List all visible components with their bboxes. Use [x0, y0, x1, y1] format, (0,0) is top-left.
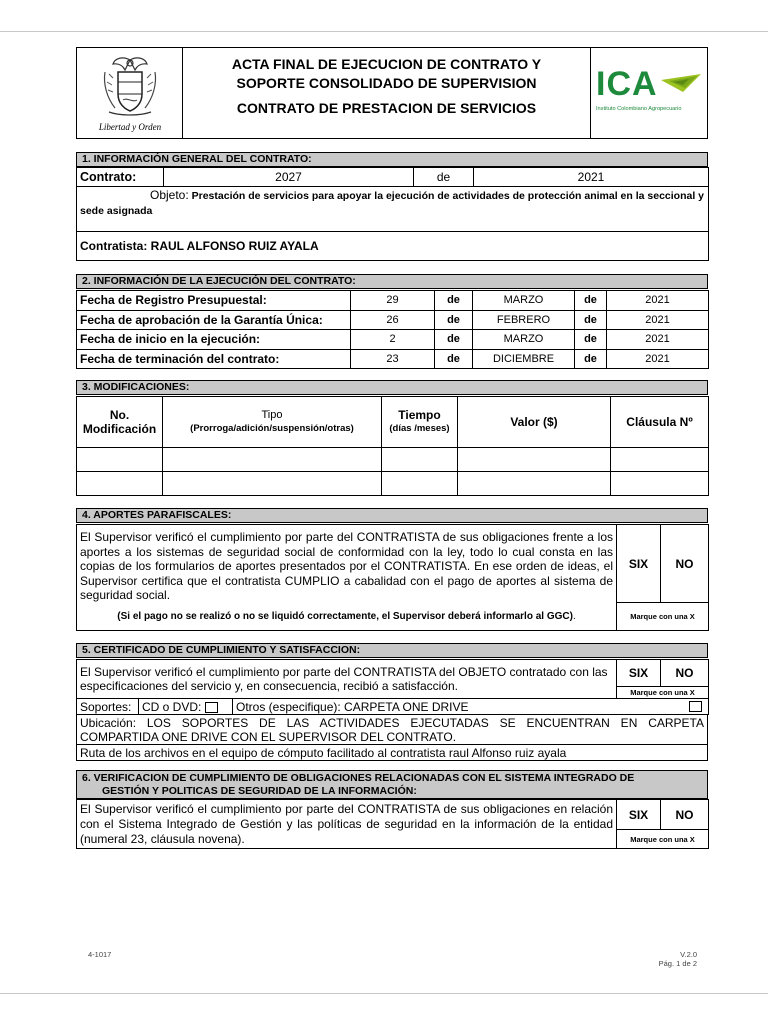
ubicacion-text: Ubicación: LOS SOPORTES DE LAS ACTIVIDADES EJECUTADAS SE ENCUENTRAN EN CARPETA COMPARTIDA ONE DRIVE CON EL SUPERVISOR DEL CONTRATO.	[77, 715, 708, 745]
col-clausula-label: Cláusula Nº	[611, 397, 709, 448]
section2-dates-table	[76, 290, 709, 369]
sig-marque: Marque con una X	[617, 830, 709, 849]
certificado-no-box[interactable]: NO	[661, 660, 709, 687]
cd-dvd-checkbox[interactable]	[205, 702, 218, 713]
section1-heading: 1. INFORMACIÓN GENERAL DEL CONTRATO:	[76, 152, 708, 167]
section5-heading: 5. CERTIFICADO DE CUMPLIMIENTO Y SATISFACCION:	[76, 643, 708, 658]
section4-heading: 4. APORTES PARAFISCALES:	[76, 508, 708, 523]
aportes-marque: Marque con una X	[617, 603, 709, 631]
modification-row	[77, 472, 709, 496]
date-de2: de	[575, 349, 607, 369]
section5-certificado-table	[76, 659, 709, 699]
date-de2: de	[575, 330, 607, 350]
objeto-cell	[77, 187, 709, 232]
contrato-label: Contrato:	[77, 168, 164, 187]
objeto-label: Objeto:	[150, 188, 189, 202]
ubicacion-table	[76, 714, 708, 761]
ica-logo-subtext: Instituto Colombiano Agropecuario	[596, 106, 682, 112]
date-year: 2021	[607, 330, 709, 350]
date-de1: de	[435, 330, 473, 350]
aportes-note-end: .	[572, 610, 576, 622]
date-de1: de	[435, 291, 473, 311]
date-label: Fecha de inicio en la ejecución:	[77, 330, 351, 350]
date-de2: de	[575, 310, 607, 330]
date-row	[77, 349, 709, 369]
date-label: Fecha de terminación del contrato:	[77, 349, 351, 369]
date-row	[77, 310, 709, 330]
page-top-rule	[0, 31, 768, 32]
contrato-year: 2021	[474, 168, 709, 187]
date-month: FEBRERO	[473, 310, 575, 330]
modification-row	[77, 448, 709, 472]
contrato-number: 2027	[164, 168, 414, 187]
emblem-cell	[77, 48, 183, 138]
ica-leaf-icon	[659, 72, 703, 94]
footer-page: Pág. 1 de 2	[658, 959, 697, 968]
date-month: DICIEMBRE	[473, 349, 575, 369]
date-day: 29	[351, 291, 435, 311]
col-valor-label: Valor ($)	[458, 397, 611, 448]
aportes-text: El Supervisor verificó el cumplimiento por parte del CONTRATISTA de sus obligaciones frente a los aportes a los sistemas de seguridad social de conformidad con la ley, todo lo cual consta en las copias de los formularios de aportes presentados por el CONTRATISTA. En ese orden de ideas, el Supervisor certifica que el contratista CUMPLIO a cabalidad con el pago de aportes al sistema de seguridad social.	[77, 525, 617, 603]
modifications-header-row	[77, 397, 709, 448]
date-year: 2021	[607, 291, 709, 311]
section3-modifications-table	[76, 396, 709, 496]
section4-parafiscales-table	[76, 524, 709, 631]
otros-label: Otros (especifique): CARPETA ONE DRIVE	[236, 699, 469, 714]
soportes-row	[76, 698, 709, 715]
section1-contract-table	[76, 167, 709, 261]
emblem-motto: Libertad y Orden	[98, 122, 162, 132]
date-year: 2021	[607, 310, 709, 330]
certificado-si-box[interactable]: SIX	[617, 660, 661, 687]
section6-heading	[76, 770, 708, 799]
contrato-de: de	[414, 168, 474, 187]
document-title-line3: CONTRATO DE PRESTACION DE SERVICIOS	[236, 100, 537, 116]
section2-heading: 2. INFORMACIÓN DE LA EJECUCIÓN DEL CONTRATO:	[76, 274, 708, 289]
sig-text: El Supervisor verificó el cumplimiento por parte del CONTRATISTA de sus obligaciones en relación con el Sistema Integrado de Gestión y las políticas de seguridad en la información de la entidad (numeral 23, cláusula novena).	[77, 800, 617, 849]
document-title-line2: SOPORTE CONSOLIDADO DE SUPERVISION	[236, 75, 537, 91]
date-month: MARZO	[473, 330, 575, 350]
col-tipo-label: Tipo	[261, 409, 283, 421]
section3-heading: 3. MODIFICACIONES:	[76, 380, 708, 395]
footer-code: 4-1017	[88, 950, 112, 959]
col-tiempo-label: Tiempo	[398, 408, 441, 422]
date-row	[77, 291, 709, 311]
coat-of-arms-icon	[95, 54, 165, 118]
aportes-si-box[interactable]: SIX	[617, 525, 661, 603]
document-header	[76, 47, 708, 139]
page-bottom-rule	[0, 993, 768, 994]
ica-logo	[591, 48, 707, 138]
col-tiempo-sub: (días /meses)	[389, 423, 450, 434]
cd-dvd-label: CD o DVD:	[142, 699, 202, 714]
section6-heading-line2: GESTIÓN Y POLITICAS DE SEGURIDAD DE LA INFORMACIÓN:	[102, 785, 417, 797]
date-de2: de	[575, 291, 607, 311]
date-day: 2	[351, 330, 435, 350]
ica-logo-text: ICA	[596, 65, 658, 103]
ruta-text: Ruta de los archivos en el equipo de cómputo facilitado al contratista raul Alfonso ruiz ayala	[77, 745, 708, 761]
date-de1: de	[435, 310, 473, 330]
date-label: Fecha de aprobación de la Garantía Única:	[77, 310, 351, 330]
certificado-text: El Supervisor verificó el cumplimiento por parte del CONTRATISTA del OBJETO contratado con las especificaciones del servicio y, en consecuencia, recibió a satisfacción.	[77, 660, 617, 699]
aportes-note: (Si el pago no se realizó o no se liquidó correctamente, el Supervisor deberá informarlo al GGC)	[117, 610, 573, 622]
date-de1: de	[435, 349, 473, 369]
date-row	[77, 330, 709, 350]
date-month: MARZO	[473, 291, 575, 311]
objeto-text: Prestación de servicios para apoyar la ejecución de actividades de protección animal en la seccional y sede asignada	[80, 190, 705, 217]
date-label: Fecha de Registro Presupuestal:	[77, 291, 351, 311]
sig-si-box[interactable]: SIX	[617, 800, 661, 830]
aportes-no-box[interactable]: NO	[661, 525, 709, 603]
footer-version: V.2.0	[680, 950, 697, 959]
date-day: 26	[351, 310, 435, 330]
date-day: 23	[351, 349, 435, 369]
date-year: 2021	[607, 349, 709, 369]
otros-checkbox[interactable]	[689, 701, 702, 712]
soportes-label: Soportes:	[77, 699, 139, 715]
contratista-name: Contratista: RAUL ALFONSO RUIZ AYALA	[77, 232, 709, 261]
section6-heading-line1: 6. VERIFICACION DE CUMPLIMIENTO DE OBLIGACIONES RELACIONADAS CON EL SISTEMA INTEGRADO DE	[82, 772, 635, 784]
col-tipo-sub: (Prorroga/adición/suspensión/otras)	[190, 423, 354, 434]
col-no-label: No.	[109, 408, 130, 422]
sig-no-box[interactable]: NO	[661, 800, 709, 830]
document-title-line1: ACTA FINAL DE EJECUCION DE CONTRATO Y	[231, 56, 542, 72]
col-modificacion-label: Modificación	[82, 422, 157, 436]
title-block	[183, 48, 591, 138]
certificado-marque: Marque con una X	[617, 687, 709, 699]
section6-sig-table	[76, 799, 709, 849]
